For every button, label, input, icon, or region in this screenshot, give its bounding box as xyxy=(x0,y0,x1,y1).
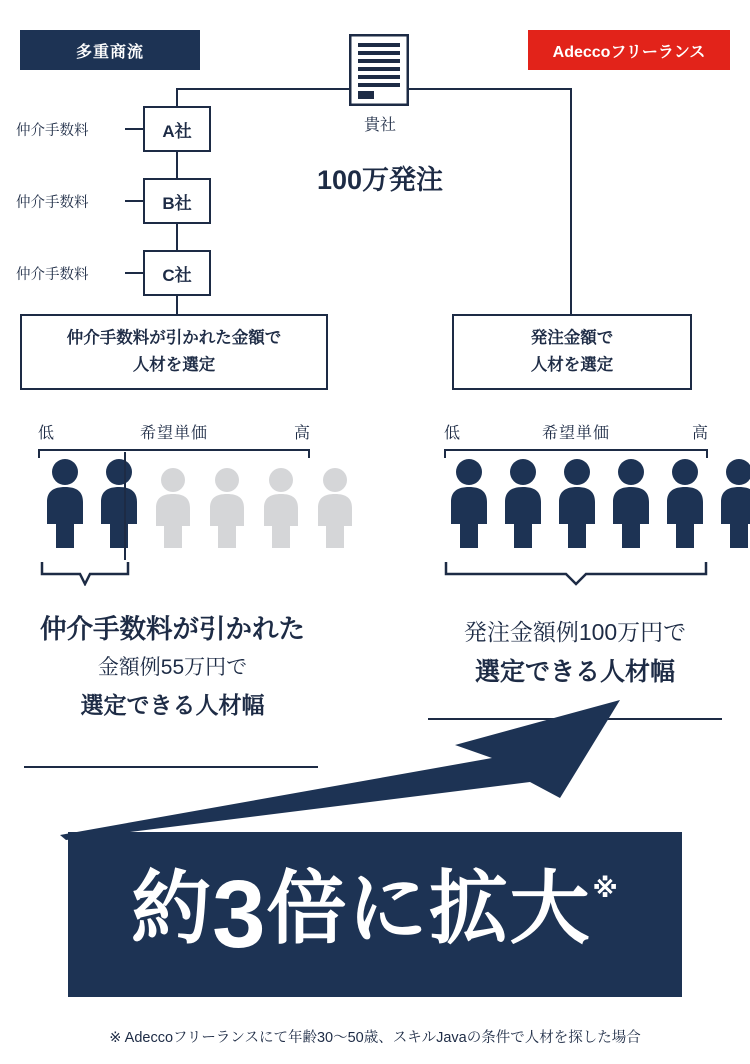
connector-doc-to-left xyxy=(176,88,351,90)
connector-a-to-b xyxy=(176,152,178,180)
person-icon-unavailable-4 xyxy=(204,458,250,548)
left-result-line2: 人材を選定 xyxy=(132,356,216,374)
right-people-row xyxy=(446,458,750,548)
person-icon-selected-2 xyxy=(500,458,546,548)
left-result-box xyxy=(20,314,328,390)
left-axis-tick-end xyxy=(308,449,310,458)
growth-arrow-icon xyxy=(60,700,640,845)
person-icon-selected-4 xyxy=(608,458,654,548)
person-icon-unavailable-5 xyxy=(258,458,304,548)
fee-connector-3 xyxy=(125,272,143,274)
person-icon-unavailable-6 xyxy=(312,458,358,548)
fee-connector-1 xyxy=(125,128,143,130)
company-label: 貴社 xyxy=(363,117,396,134)
person-icon-selected-3 xyxy=(554,458,600,548)
person-icon-unavailable-3 xyxy=(150,458,196,548)
right-axis-line xyxy=(444,449,708,451)
left-range-divider xyxy=(124,452,126,560)
right-caption xyxy=(400,612,750,692)
right-brace xyxy=(444,560,708,591)
connector-right-down xyxy=(570,88,572,314)
left-caption-line1: 仲介手数料が引かれた xyxy=(40,614,305,644)
company-box-a: A社 xyxy=(143,106,211,152)
left-caption-line3: 選定できる人材幅 xyxy=(80,692,265,719)
left-axis-line xyxy=(38,449,310,451)
connector-down-to-a xyxy=(176,88,178,108)
badge-adecco-freelance: Adeccoフリーランス xyxy=(528,30,730,70)
right-scale-mid: 希望単価 xyxy=(541,425,610,442)
fee-label-1: 仲介手数料 xyxy=(16,123,89,139)
fee-connector-2 xyxy=(125,200,143,202)
right-scale-labels xyxy=(444,420,708,443)
banner-asterisk: ※ xyxy=(592,872,619,903)
badge-multi-layer-distribution: 多重商流 xyxy=(20,30,200,70)
left-scale-high: 高 xyxy=(293,425,310,442)
company-box-c: C社 xyxy=(143,250,211,296)
left-result-line1: 仲介手数料が引かれた金額で xyxy=(66,328,282,347)
banner-number: 3 xyxy=(212,860,267,968)
connector-b-to-c xyxy=(176,224,178,252)
result-banner-text xyxy=(131,860,619,968)
right-caption-line1: 発注金額例100万円で xyxy=(463,619,687,645)
right-axis-tick-start xyxy=(444,449,446,458)
person-icon-selected-2 xyxy=(96,458,142,548)
fee-label-3: 仲介手数料 xyxy=(16,267,89,283)
right-axis-tick-end xyxy=(706,449,708,458)
right-result-box xyxy=(452,314,692,390)
person-icon-selected-1 xyxy=(446,458,492,548)
right-caption-line2: 選定できる人材幅 xyxy=(474,658,675,687)
person-icon-selected-1 xyxy=(42,458,88,548)
result-banner xyxy=(68,832,682,997)
fee-label-2: 仲介手数料 xyxy=(16,195,89,211)
left-scale-mid: 希望単価 xyxy=(139,425,208,442)
banner-suffix: 倍に拡大 xyxy=(266,863,591,953)
connector-doc-to-right xyxy=(408,88,572,90)
right-scale-high: 高 xyxy=(691,425,708,442)
connector-c-to-result xyxy=(176,296,178,314)
company-box-b: B社 xyxy=(143,178,211,224)
footnote: ※ Adeccoフリーランスにて年齢30〜50歳、スキルJavaの条件で人材を探した場合 xyxy=(109,1030,641,1046)
right-result-line1: 発注金額で xyxy=(530,328,614,347)
left-caption-line2: 金額例55万円で xyxy=(97,656,248,680)
left-axis-tick-start xyxy=(38,449,40,458)
person-icon-selected-5 xyxy=(662,458,708,548)
order-amount: 100万発注 xyxy=(316,165,444,195)
left-brace xyxy=(40,560,130,591)
right-result-line2: 人材を選定 xyxy=(530,356,614,374)
banner-prefix: 約 xyxy=(131,863,213,953)
left-scale-low: 低 xyxy=(38,425,55,442)
person-icon-selected-6 xyxy=(716,458,750,548)
left-scale-labels xyxy=(38,420,310,443)
left-people-row xyxy=(42,458,358,548)
document-icon xyxy=(349,34,409,106)
right-scale-low: 低 xyxy=(444,425,461,442)
